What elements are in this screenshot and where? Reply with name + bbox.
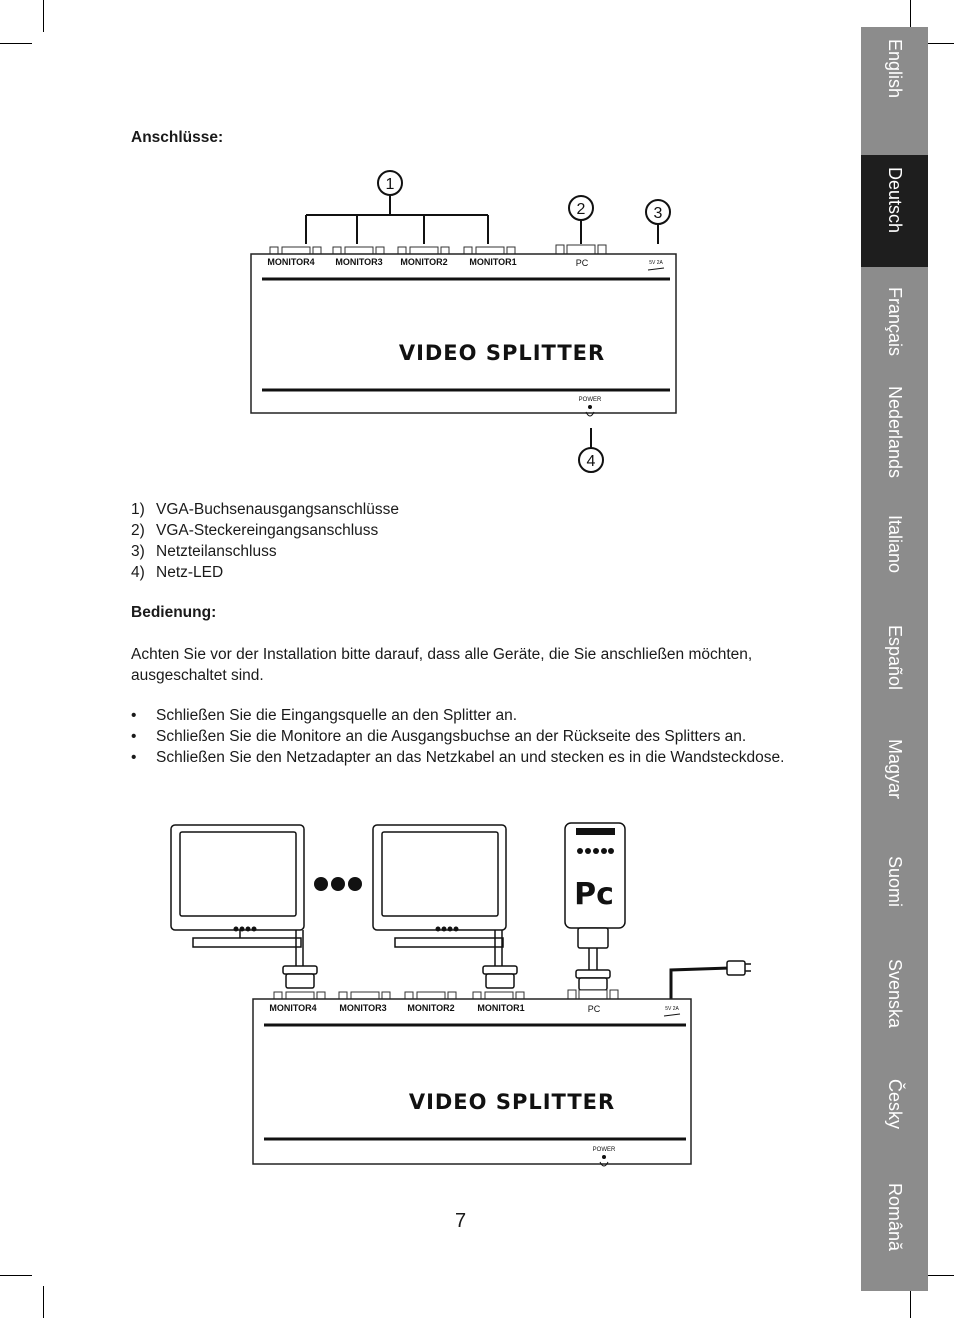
vga-ports — [274, 990, 618, 999]
list-item — [131, 499, 399, 520]
list-text: Netzteilanschluss — [156, 543, 277, 560]
language-sidebar — [861, 27, 928, 1291]
lang-tab-magyar[interactable] — [861, 727, 928, 837]
lang-label: Suomi — [885, 856, 905, 908]
dc-label: 5V 2A — [665, 1006, 679, 1012]
page-number: 7 — [455, 1210, 467, 1232]
lang-tab-english[interactable] — [861, 27, 928, 155]
callout-number: 3 — [653, 205, 663, 222]
port-label-monitor2: MONITOR2 — [400, 257, 448, 267]
intro-paragraph: Achten Sie vor der Installation bitte darauf, dass alle Geräte, die Sie anschließen möchten, ausgeschaltet sind. — [131, 646, 753, 684]
list-item — [131, 747, 793, 768]
pc-tower — [565, 823, 625, 928]
list-item — [131, 705, 793, 726]
bullet-dot: • — [131, 728, 137, 745]
bullet-dot: • — [131, 707, 137, 724]
instruction-bullets — [131, 705, 793, 768]
connection-list — [131, 499, 399, 583]
lang-label: Magyar — [885, 739, 905, 800]
list-number: 4) — [131, 564, 145, 581]
callout-number: 4 — [586, 453, 596, 470]
power-led — [602, 1155, 606, 1159]
list-number: 3) — [131, 543, 145, 560]
more-monitors-dots — [314, 877, 362, 891]
port-label-monitor3: MONITOR3 — [339, 1003, 387, 1013]
list-text: VGA-Buchsenausgangsanschlüsse — [156, 501, 399, 518]
bullet-text: Schließen Sie die Monitore an die Ausgangsbuchse an der Rückseite des Splitters an. — [156, 728, 747, 745]
port-label-monitor4: MONITOR4 — [267, 257, 315, 267]
power-cable — [671, 968, 730, 1000]
list-number: 1) — [131, 501, 145, 518]
callout-number: 1 — [385, 176, 395, 193]
bullet-text: Schließen Sie die Eingangsquelle an den Splitter an. — [156, 707, 518, 724]
bullet-text: Schließen Sie den Netzadapter an das Netzkabel an und stecken es in die Wandsteckdose. — [156, 749, 785, 766]
lang-label: English — [885, 39, 905, 99]
lang-label: Nederlands — [885, 386, 905, 479]
port-label-monitor4: MONITOR4 — [269, 1003, 317, 1013]
lang-label: Français — [885, 287, 905, 357]
lang-tab-francais[interactable] — [861, 275, 928, 375]
connections-heading: Anschlüsse: — [131, 129, 224, 146]
crop-mark — [0, 43, 32, 44]
lang-tab-italiano[interactable] — [861, 503, 928, 603]
list-item — [131, 541, 399, 562]
callout-1 — [306, 171, 488, 244]
port-label-pc: PC — [575, 258, 589, 268]
lang-tab-espanol[interactable] — [861, 613, 928, 723]
list-text: VGA-Steckereingangsanschluss — [156, 522, 379, 539]
vga-ports — [270, 245, 606, 254]
port-label-monitor1: MONITOR1 — [469, 257, 517, 267]
power-led — [588, 405, 592, 409]
operation-heading: Bedienung: — [131, 604, 217, 621]
lang-label: Deutsch — [885, 167, 905, 234]
power-plug — [727, 961, 751, 975]
splitter-title: VIDEO SPLITTER — [398, 341, 606, 365]
lang-tab-suomi[interactable] — [861, 844, 928, 944]
list-item — [131, 726, 793, 747]
splitter-title: VIDEO SPLITTER — [408, 1090, 616, 1114]
lang-tab-romana[interactable] — [861, 1171, 928, 1281]
port-label-monitor2: MONITOR2 — [407, 1003, 455, 1013]
lang-label: Italiano — [885, 515, 905, 574]
vga-cables — [296, 930, 597, 970]
connection-setup-diagram — [165, 815, 765, 1170]
lang-tab-cesky[interactable] — [861, 1067, 928, 1167]
lang-label: Svenska — [885, 959, 905, 1029]
list-number: 2) — [131, 522, 145, 539]
callout-number: 2 — [576, 201, 586, 218]
list-item — [131, 562, 399, 583]
crop-mark — [43, 1286, 44, 1318]
list-text: Netz-LED — [156, 564, 224, 581]
lang-tab-nederlands[interactable] — [861, 374, 928, 494]
lang-tab-deutsch[interactable] — [861, 155, 928, 267]
lang-label: Español — [885, 625, 905, 691]
crop-mark — [0, 1275, 32, 1276]
port-label-pc: PC — [587, 1004, 601, 1014]
lang-label: Română — [885, 1183, 905, 1252]
pc-label: Pc — [574, 877, 614, 912]
lang-label: Česky — [885, 1079, 905, 1130]
power-label: POWER — [592, 1147, 616, 1153]
lang-tab-svenska[interactable] — [861, 947, 928, 1057]
list-item — [131, 520, 399, 541]
splitter-ports-diagram — [240, 165, 690, 480]
dc-label: 5V 2A — [649, 260, 663, 266]
crop-mark — [43, 0, 44, 32]
bullet-dot: • — [131, 749, 137, 766]
power-label: POWER — [578, 397, 602, 403]
port-label-monitor1: MONITOR1 — [477, 1003, 525, 1013]
port-label-monitor3: MONITOR3 — [335, 257, 383, 267]
